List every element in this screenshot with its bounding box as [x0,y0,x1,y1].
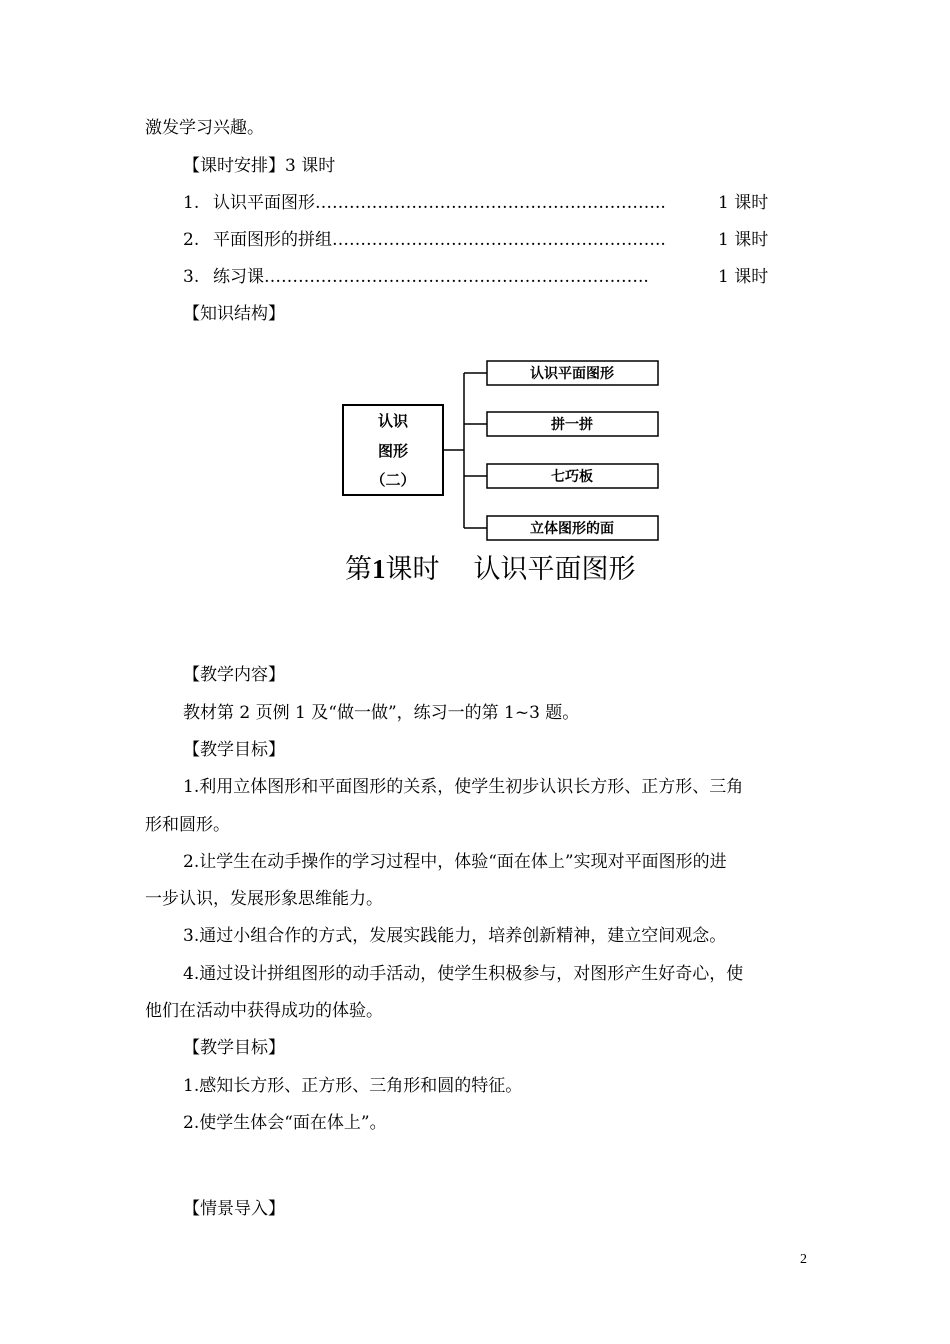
key-points-heading: 【教学目标】 [183,1038,285,1058]
toc-dots: …………………………………………………….. [315,193,666,213]
branch-label: 立体图形的面 [530,521,614,537]
branch-label: 认识平面图形 [530,366,614,382]
scene-heading: 【情景导入】 [183,1199,285,1219]
goal-item-3: 3.通过小组合作的方式，发展实践能力，培养创新精神，建立空间观念。 [183,926,727,946]
goal-item-1-line-1: 1.利用立体图形和平面图形的关系，使学生初步认识长方形、正方形、三角 [183,777,744,797]
content-text: 教材第 2 页例 1 及“做一做”，练习一的第 1~3 题。 [183,703,580,723]
knowledge-structure-diagram [330,350,670,550]
root-label-line-2: 图形 [377,442,409,460]
toc-hours: 1 课时 [718,267,769,287]
schedule-heading: 【课时安排】3 课时 [183,156,336,176]
goal-item-2-line-1: 2.让学生在动手操作的学习过程中，体验“面在体上”实现对平面图形的进 [183,852,727,872]
content-heading: 【教学内容】 [183,665,285,685]
intro-line: 激发学习兴趣。 [145,118,264,138]
lesson-number: 1 [372,554,386,584]
lesson-name: 认识平面图形 [473,554,636,585]
toc-title: 练习课 [213,267,264,287]
toc-dots: ………………………………………………………….. [264,267,649,287]
branch-label: 七巧板 [551,469,593,485]
key-point-item: 1.感知长方形、正方形、三角形和圆的特征。 [183,1076,523,1096]
lesson-suffix: 课时 [385,554,440,585]
branch-label: 拼一拼 [551,417,593,433]
toc-hours: 1 课时 [718,230,769,250]
goal-item-1-line-2: 形和圆形。 [145,815,230,835]
toc-dots: ………………………………………………….. [332,230,666,250]
key-point-item: 2.使学生体会“面在体上”。 [183,1113,387,1133]
lesson-title [345,552,636,587]
toc-number: 3. [183,267,200,287]
toc-number: 1. [183,193,200,213]
goal-item-4-line-2: 他们在活动中获得成功的体验。 [145,1001,383,1021]
goals-heading: 【教学目标】 [183,740,285,760]
knowledge-heading: 【知识结构】 [183,304,285,324]
root-label-line-1: 认识 [377,412,409,430]
toc-title: 平面图形的拼组 [213,230,332,250]
root-label-line-3: （二） [370,471,416,489]
goal-item-2-line-2: 一步认识，发展形象思维能力。 [145,889,383,909]
page-number: 2 [800,1252,807,1267]
toc-hours: 1 课时 [718,193,769,213]
lesson-prefix: 第 [345,554,372,585]
toc-number: 2. [183,230,200,250]
toc-title: 认识平面图形 [213,193,315,213]
goal-item-4-line-1: 4.通过设计拼组图形的动手活动，使学生积极参与，对图形产生好奇心，使 [183,964,744,984]
